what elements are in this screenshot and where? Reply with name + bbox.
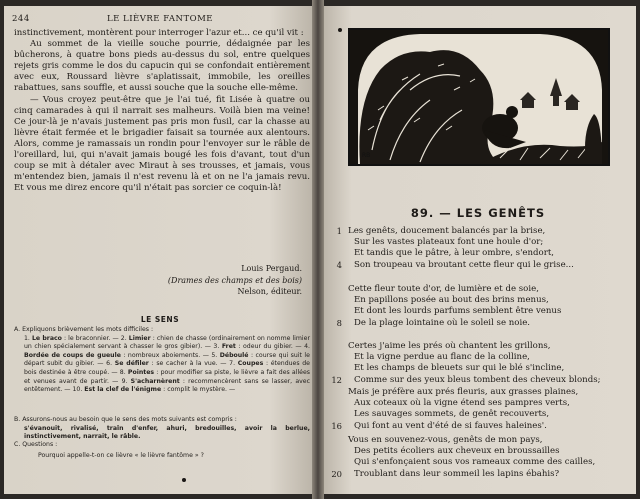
- poem-stanza: [328, 284, 628, 329]
- left-page: [4, 6, 316, 494]
- poem-line: [328, 409, 628, 420]
- line-text: Troublant dans leur sommeil les lapins ébahis?: [354, 468, 560, 479]
- vocabulary-list: 1. Le braco : le braconnier. — 2. Limier : chien de chasse (ordinairement on nomme limier un chien spécialement servant à chasser le gros gibier). — 3. Fret : odeur du gibier. — 4. Bordée de coups de gueule : nombreux aboiements. — 5. Déboulé : course qui suit le départ subit du gibier. — 6. Se défiler : se cacher à la vue. — 7. Coupes : étendues de bois destinée à être coupé. — 8. Pointes : pour modifier sa piste, le lièvre a fait des allées et venues avant de partir. — 9. S'acharnèrent : recommencèrent sans se lasser, avec entêtement. — 10. Est la clef de l'énigme : complit le mystère. —: [24, 334, 310, 394]
- poem-title: 89. — LES GENÊTS: [410, 206, 546, 220]
- woodcut-illustration: [348, 28, 610, 166]
- vocab-word: Limier: [128, 334, 151, 342]
- vocab-number: 4.: [304, 343, 310, 351]
- exercise-label: B.: [14, 416, 21, 423]
- vocab-word: Bordée de coups de gueule: [24, 351, 121, 359]
- vocab-word: Le braco: [31, 334, 62, 342]
- vocab-definition: nombreux aboiements.: [127, 351, 201, 359]
- poem-line: [328, 260, 628, 271]
- poem-line: [328, 469, 628, 480]
- right-page: [320, 6, 636, 494]
- exercise-label: C.: [14, 441, 21, 448]
- line-number: 16: [331, 420, 342, 431]
- line-number: 12: [331, 374, 342, 385]
- line-text: Mais je préfère aux prés fleuris, aux grasses plaines,: [348, 387, 579, 397]
- poem-line: [328, 248, 628, 259]
- line-text: Et la vigne perdue au flanc de la colline,: [354, 352, 530, 363]
- line-text: Et tandis que le pâtre, à leur ombre, s'endort,: [354, 248, 555, 259]
- exercise-c: [14, 441, 310, 460]
- vocab-word: Pointes: [127, 368, 155, 376]
- vocab-word: Est la clef de l'énigme: [84, 386, 162, 394]
- running-title: LE LIÈVRE FANTOME: [107, 14, 213, 24]
- broom-field-scene: [350, 30, 608, 164]
- poem-line: [328, 341, 628, 352]
- vocab-definition: chien de chasse (ordinairement on nomme limier un chien spécialement servant à chasser le gros gibier).: [24, 334, 310, 351]
- vocab-definition: étendues de bois destinée à être coupé.: [24, 360, 310, 376]
- poem-line: [328, 375, 628, 386]
- poem-line: [328, 421, 628, 432]
- poem-line: [328, 306, 628, 317]
- vocab-word: Coupes: [237, 360, 264, 368]
- ink-dot: [338, 28, 342, 32]
- vocab-number: 7.: [229, 360, 238, 368]
- line-text: De la plage lointaine où le soleil se noie.: [354, 317, 531, 328]
- exercise-label: A.: [14, 326, 21, 333]
- vocab-definition: pour modifier sa piste, le lièvre a fait des allées et venues avant de partir.: [24, 368, 310, 385]
- illustrator-signature: RB: [362, 152, 371, 159]
- poem-stanza: [328, 226, 628, 271]
- poem-line: [328, 318, 628, 329]
- poem-line: [328, 387, 628, 398]
- vocab-number: 1.: [24, 334, 32, 342]
- vocab-definition: le braconnier.: [68, 334, 111, 342]
- vocab-number: 3.: [213, 343, 222, 351]
- line-number: 4: [336, 259, 342, 270]
- poem-stanza: [328, 387, 628, 432]
- book-gutter: [312, 0, 324, 499]
- poem-line: [328, 435, 628, 446]
- vocab-number: 5.: [211, 351, 220, 359]
- line-number: 1: [336, 226, 342, 236]
- line-text: Les sauvages sommets, de genêt recouverts,: [354, 409, 550, 420]
- line-text: Des petits écoliers aux cheveux en broussailles: [354, 446, 560, 457]
- exercise-intro: Assurons-nous au besoin que le sens des mots suivants est compris :: [22, 416, 237, 423]
- vocab-word: Fret: [221, 343, 236, 351]
- line-text: Les genêts, doucement balancés par la brise,: [348, 226, 546, 236]
- story-text: [14, 28, 310, 194]
- poem-line: [328, 446, 628, 457]
- line-text: En papillons posée au bout des brins menus,: [354, 295, 549, 306]
- vocab-definition: complit le mystère.: [167, 386, 228, 394]
- vocab-definition: se cacher à la vue.: [156, 360, 218, 368]
- exercise-a: [14, 326, 310, 395]
- line-text: Cette fleur toute d'or, de lumière et de soie,: [348, 284, 539, 294]
- poem-line: [328, 457, 628, 468]
- line-text: Et les champs de bleuets sur qui le blé s'incline,: [354, 363, 565, 374]
- line-number: 8: [336, 317, 342, 328]
- vocab-definition: odeur du gibier.: [243, 343, 293, 351]
- vocab-number: 10.: [72, 386, 85, 394]
- line-text: Certes j'aime les prés où chantent les grillons,: [348, 341, 551, 351]
- poem-line: [328, 363, 628, 374]
- question: Pourquoi appelle-t-on ce lièvre « le lièvre fantôme » ?: [38, 451, 204, 459]
- line-text: Son troupeau va broutant cette fleur qui le grise...: [354, 259, 574, 270]
- publisher: Nelson, éditeur.: [237, 287, 302, 296]
- exercise-b: [14, 416, 310, 442]
- line-text: Comme sur des yeux bleus tombent des cheveux blonds;: [354, 374, 601, 385]
- poem-line: [328, 284, 628, 295]
- vocab-definition: recommencèrent sans se lasser, avec entêtement.: [24, 377, 310, 394]
- poem-line: [328, 226, 628, 237]
- line-text: Sur les vastes plateaux font une houle d'or;: [354, 237, 544, 248]
- paragraph: Au sommet de la vieille souche pourrie, dédaignée par les bûcherons, à quatre bons pieds au-dessus du sol, entre quelques rejets gris comme le dos du capucin qui se confondait entièrement avec eux, Roussard lièvre s'aplatissait, immobile, les oreilles rabattues, sans souffle, et aussi souche que la souche elle-même.: [14, 39, 310, 94]
- exercise-intro: Expliquons brièvement les mots difficiles :: [22, 326, 154, 333]
- line-text: Aux coteaux où la vigne étend ses pampres verts,: [354, 398, 570, 409]
- vocab-word: Déboulé: [219, 351, 249, 359]
- author-name: Louis Pergaud.: [241, 264, 302, 273]
- poem-line: [328, 352, 628, 363]
- exercises-heading: LE SENS: [140, 315, 180, 324]
- line-text: Vous en souvenez-vous, genêts de mon pays,: [348, 435, 543, 445]
- ink-dot: [182, 478, 186, 482]
- vocab-number: 8.: [119, 368, 128, 376]
- vocab-number: 9.: [121, 377, 131, 385]
- word-list: s'évanouit, rivalisé, traîn d'enfer, ahuri, bredouilles, avoir la berlue, instinctivement, narrait, le râble.: [24, 424, 310, 441]
- poem-line: [328, 398, 628, 409]
- vocab-number: 6.: [106, 360, 115, 368]
- poem-stanza: [328, 341, 628, 386]
- vocab-word: S'acharnèrent: [130, 377, 180, 385]
- vocab-definition: course qui suit le départ subit du gibier.: [24, 351, 310, 368]
- paragraph: — Vous croyez peut-être que je l'ai tué, fit Lisée à quatre ou cinq camarades à qui il narrait ses malheurs. Voilà bien ma veine! Ce jour-là je n'avais justement pas pris mon fusil, car la chasse au lièvre était fermée et le brigadier faisait sa tournée aux alentours. Alors, comme je ramassais un rondin pour l'envoyer sur le râble de l'oreillard, lui, qui n'avait jamais bougé les fois d'avant, tout d'un coup se mit à détaler avec Miraut à ses trousses, et jamais, vous m'entendez bien, jamais il n'est revenu là et on ne l'a jamais revu. Et vous me direz encore qu'il n'était pas sorcier ce coquin-là!: [14, 94, 310, 194]
- poem-stanza: [328, 435, 628, 480]
- line-text: Qui font au vent d'été de si fauves haleines'.: [354, 420, 547, 431]
- exercise-intro: Questions :: [22, 441, 58, 448]
- line-text: Et dont les lourds parfums semblent être venus: [354, 306, 562, 317]
- vocab-number: 2.: [120, 334, 129, 342]
- paragraph: instinctivement, montèrent pour interroger l'azur et... ce qu'il vit :: [14, 28, 304, 38]
- page-number: 244: [12, 14, 30, 24]
- source-title: (Drames des champs et des bois): [167, 276, 302, 285]
- poem-line: [328, 295, 628, 306]
- poem-line: [328, 237, 628, 248]
- line-text: Qui s'enfonçaient sous vos rameaux comme des cailles,: [354, 457, 596, 468]
- vocab-word: Se défiler: [114, 360, 149, 368]
- line-number: 20: [331, 468, 342, 479]
